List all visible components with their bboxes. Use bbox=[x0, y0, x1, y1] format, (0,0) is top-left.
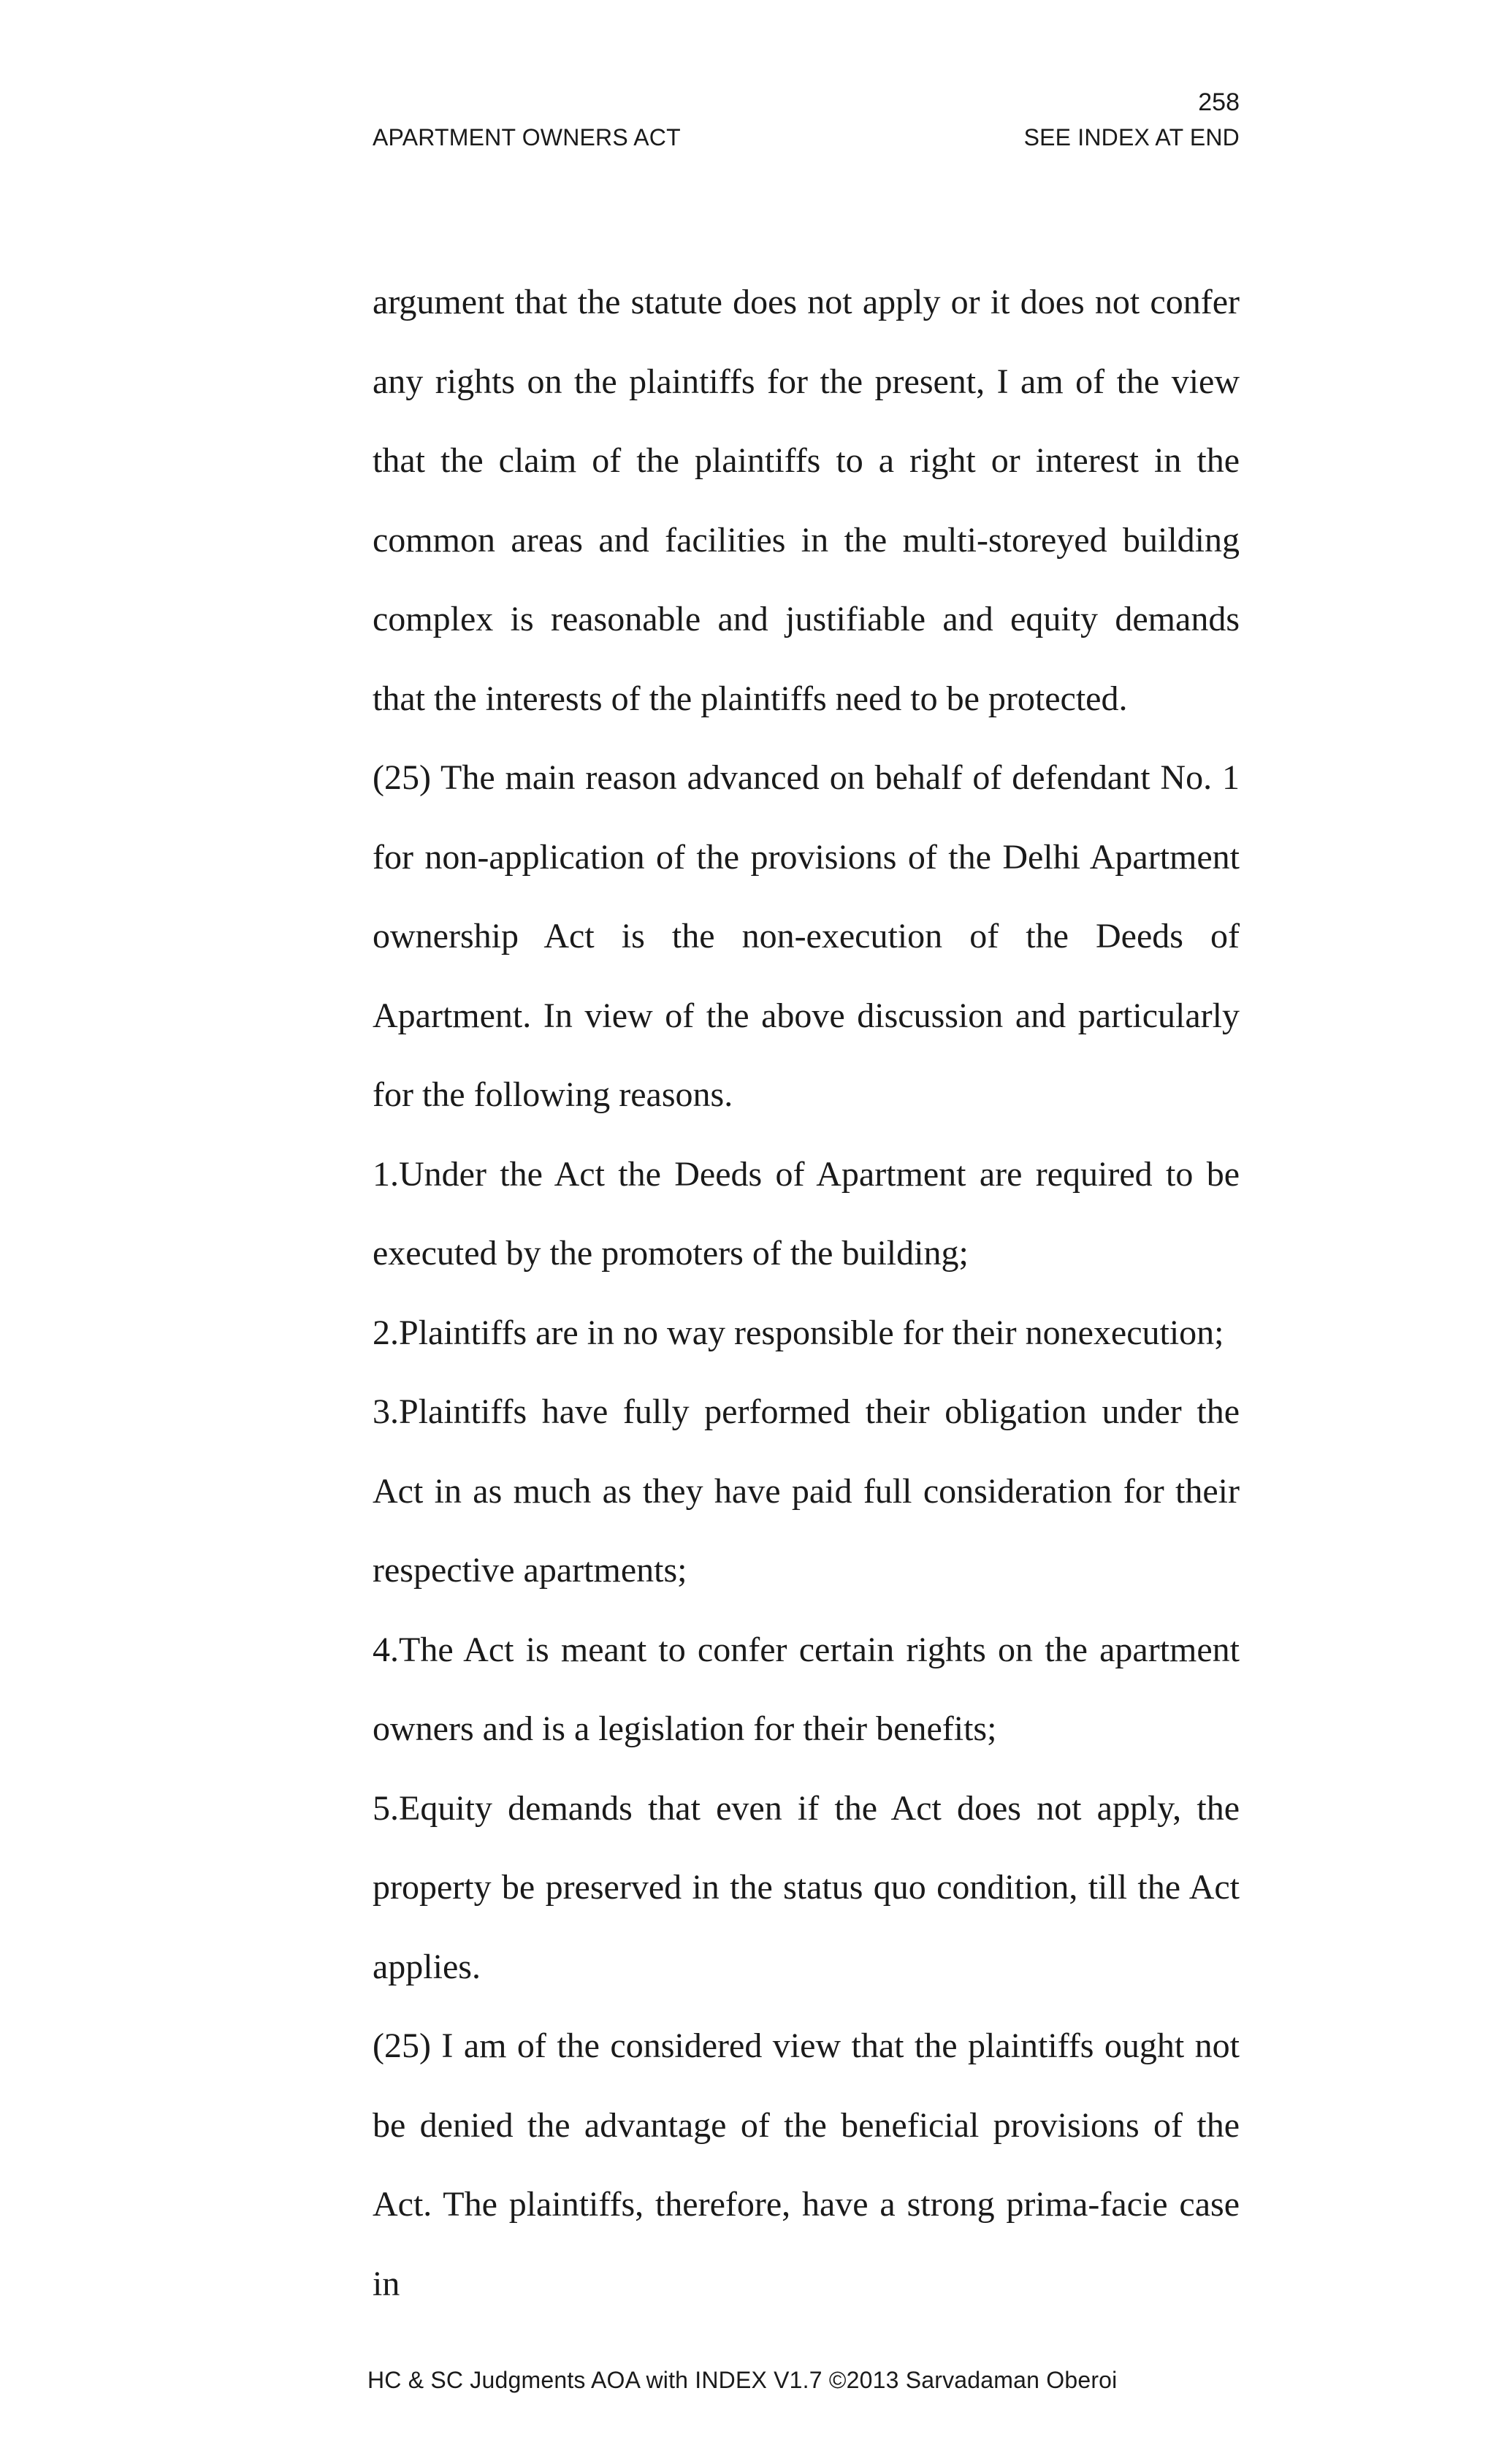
reason-item-2: 2.Plaintiffs are in no way responsible for their nonexecution; bbox=[373, 1313, 1224, 1352]
reason-item-4: 4.The Act is meant to confer certain rights on the apartment owners and is a legislation for their benefits; bbox=[373, 1630, 1240, 1748]
paragraph-25-main-reason: (25) The main reason advanced on behalf of defendant No. 1 for non-application of the provisions of the Delhi Apartment ownership Act is the non-execution of the Deeds of Apartment. In view of the above discussion and particularly for the following reasons. bbox=[373, 758, 1240, 1114]
running-header bbox=[373, 123, 1240, 152]
reason-item-5: 5.Equity demands that even if the Act does not apply, the property be preserved in the status quo condition, till the Act applies. bbox=[373, 1788, 1240, 1986]
paragraph-25-considered-view: (25) I am of the considered view that the plaintiffs ought not be denied the advantage of the beneficial provisions of the Act. The plaintiffs, therefore, have a strong prima-facie case in bbox=[373, 2026, 1240, 2303]
header-left-title: APARTMENT OWNERS ACT bbox=[373, 124, 681, 150]
header-right-title: SEE INDEX AT END bbox=[1023, 124, 1240, 150]
running-footer: HC & SC Judgments AOA with INDEX V1.7 ©2013 Sarvadaman Oberoi bbox=[367, 2367, 1118, 2393]
document-body bbox=[373, 263, 1240, 2324]
page-number: 258 bbox=[1198, 88, 1240, 116]
reason-item-1: 1.Under the Act the Deeds of Apartment are required to be executed by the promoters of the building; bbox=[373, 1154, 1240, 1273]
paragraph-continuation: argument that the statute does not apply or it does not confer any rights on the plaintiffs for the present, I am of the view that the claim of the plaintiffs to a right or interest in the common areas and facilities in the multi-storeyed building complex is reasonable and justifiable and equity demands that the interests of the plaintiffs need to be protected. bbox=[373, 283, 1240, 718]
reason-item-3: 3.Plaintiffs have fully performed their obligation under the Act in as much as they have paid full consideration for their respective apartments; bbox=[373, 1392, 1240, 1590]
